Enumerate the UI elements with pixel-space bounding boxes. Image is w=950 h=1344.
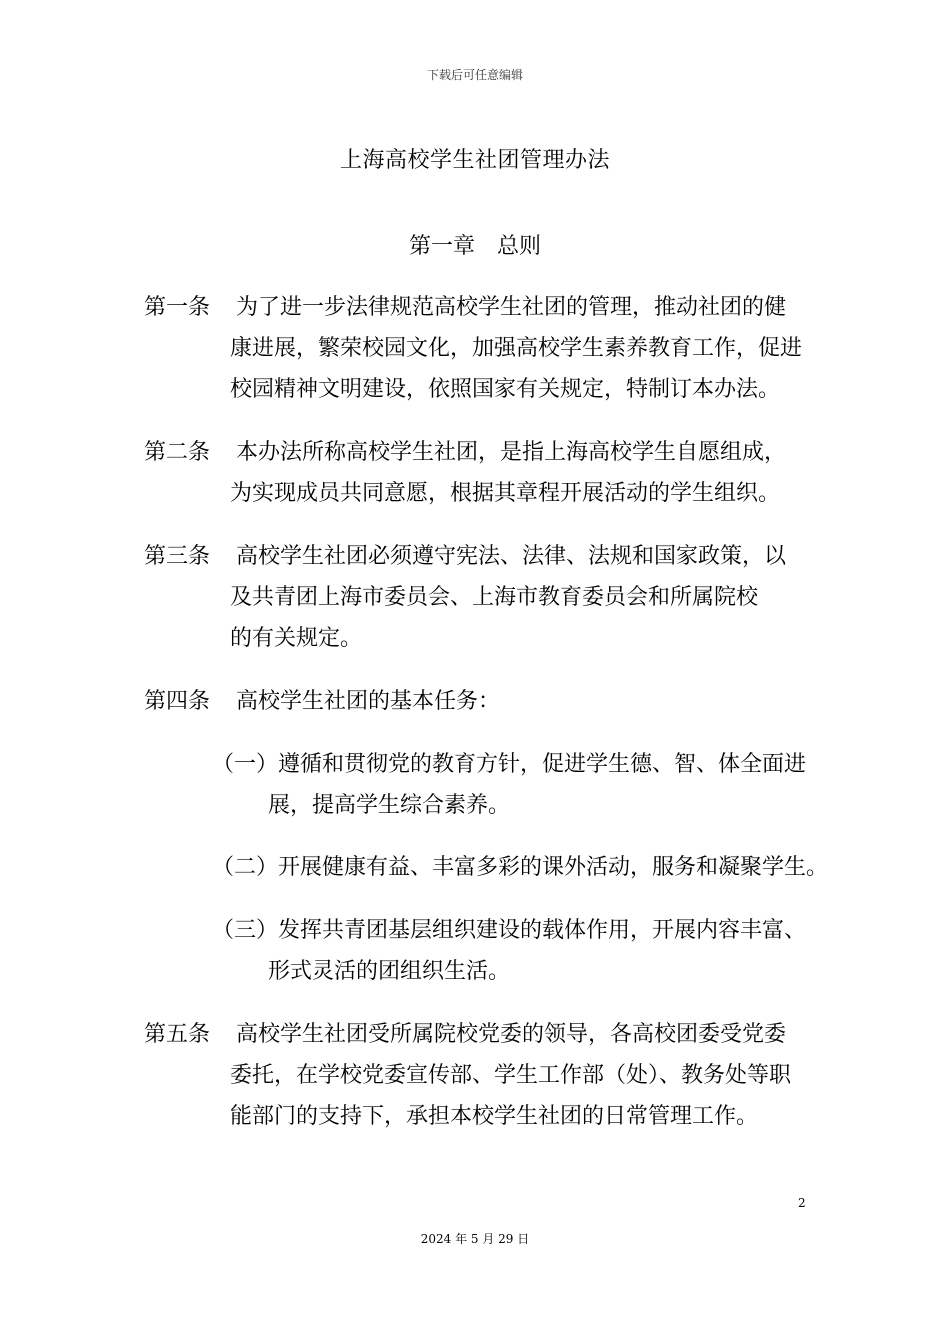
chapter-number: 第一章 <box>408 234 475 259</box>
item-marker: （三） <box>212 918 279 943</box>
item-text-line: 形式灵活的团组织生活。 <box>268 959 511 984</box>
article-text-line: 及共青团上海市委员会、上海市教育委员会和所属院校 <box>230 585 759 610</box>
item-text-line: 开展健康有益、丰富多彩的课外活动，服务和凝聚学生。 <box>278 855 829 880</box>
article-number: 第五条 <box>144 1022 211 1047</box>
task-item-2 <box>212 847 828 888</box>
task-item-3 <box>212 910 806 992</box>
footer-date: 2024 年 5 月 29 日 <box>420 1232 530 1246</box>
article-text-line: 康进展，繁荣校园文化，加强高校学生素养教育工作，促进 <box>230 336 803 361</box>
article-number: 第二条 <box>144 440 211 465</box>
article-3 <box>144 536 786 659</box>
article-text-line: 的有关规定。 <box>230 626 363 651</box>
article-2 <box>144 432 786 514</box>
chapter-heading <box>0 229 950 260</box>
item-text-line: 发挥共青团基层组织建设的载体作用，开展内容丰富、 <box>278 918 807 943</box>
document-title: 上海高校学生社团管理办法 <box>339 148 610 173</box>
item-text-line: 遵循和贯彻党的教育方针，促进学生德、智、体全面进 <box>278 752 807 777</box>
article-text-line: 高校学生社团必须遵守宪法、法律、法规和国家政策，以 <box>236 544 787 569</box>
item-marker: （一） <box>212 752 279 777</box>
article-text-line: 委托，在学校党委宣传部、学生工作部（处）、教务处等职 <box>230 1063 792 1088</box>
chapter-name: 总则 <box>497 234 542 259</box>
item-text-line: 展，提高学生综合素养。 <box>268 793 511 818</box>
article-number: 第三条 <box>144 544 211 569</box>
article-text-line: 高校学生社团受所属院校党委的领导，各高校团委受党委 <box>236 1022 787 1047</box>
article-text-line: 高校学生社团的基本任务： <box>236 689 501 714</box>
header-note: 下载后可任意编辑 <box>426 68 523 82</box>
article-4 <box>144 681 500 722</box>
article-text-line: 能部门的支持下，承担本校学生社团的日常管理工作。 <box>230 1104 759 1129</box>
article-1 <box>144 287 802 410</box>
article-text-line: 校园精神文明建设，依照国家有关规定，特制订本办法。 <box>230 377 781 402</box>
page-number: 2 <box>798 1196 806 1210</box>
article-number: 第四条 <box>144 689 211 714</box>
article-text-line: 本办法所称高校学生社团，是指上海高校学生自愿组成， <box>236 440 787 465</box>
article-5 <box>144 1014 791 1137</box>
article-text-line: 为实现成员共同意愿，根据其章程开展活动的学生组织。 <box>230 481 781 506</box>
task-item-1 <box>212 744 806 826</box>
item-marker: （二） <box>212 855 279 880</box>
article-text-line: 为了进一步法律规范高校学生社团的管理，推动社团的健 <box>236 295 787 320</box>
article-number: 第一条 <box>144 295 211 320</box>
